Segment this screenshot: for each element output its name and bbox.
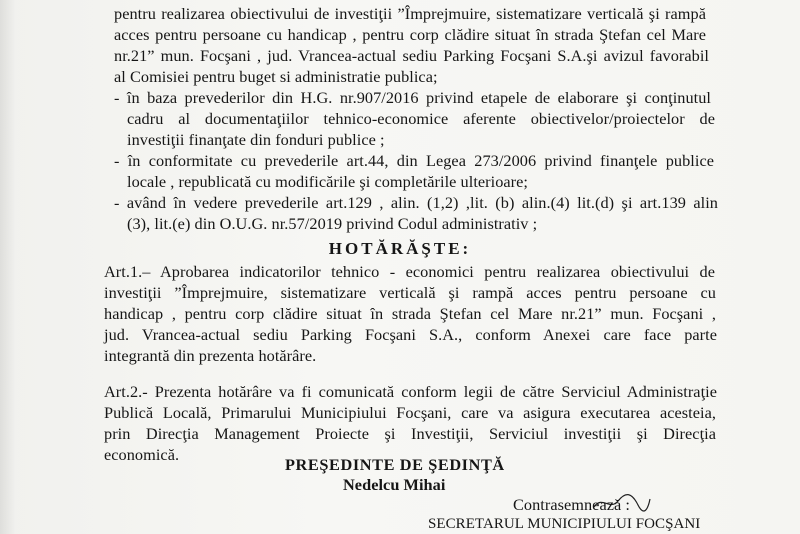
art1-line: investiţii ”Împrejmuire, sistematizare verticală şi rampă acces pentru persoane cu <box>104 283 716 302</box>
preamble-line: al Comisiei pentru buget si administratie publica; <box>114 67 438 86</box>
chairman-name: Nedelcu Mihai <box>343 475 446 494</box>
preamble-line: investiţii finanţate din fonduri publice ; <box>127 130 385 149</box>
preamble-line: - având în vedere prevederile art.129 , alin. (1,2) ,lit. (b) alin.(4) lit.(d) şi art.139 alin <box>114 193 718 212</box>
preamble-line: cadru al documentaţiilor tehnico-economice aferente obiectivelor/proiectelor de <box>127 109 715 128</box>
preamble-line: - în baza prevederilor din H.G. nr.907/2016 privind etapele de elaborare şi conţinutul <box>114 88 711 107</box>
secretary-title: SECRETARUL MUNICIPIULUI FOCŞANI <box>428 516 701 532</box>
preamble-line: acces pentru persoane cu handicap , pentru corp clădire situat în strada Ştefan cel Mare <box>114 25 706 44</box>
art1-line: Art.1.– Aprobarea indicatorilor tehnico - economici pentru realizarea obiectivului de <box>104 262 715 281</box>
art1-line: jud. Vrancea-actual sediu Parking Focşani S.A., conform Anexei care face parte <box>104 325 717 344</box>
art1-line: handicap , pentru corp clădire situat în strada Ştefan cel Mare nr.21” mun. Focşani , <box>104 304 716 323</box>
art2-line: Art.2.- Prezenta hotărâre va fi comunicată conform legii de către Serviciul Administraţie <box>104 382 717 401</box>
chairman-title: PREŞEDINTE DE ŞEDINŢĂ <box>285 455 505 474</box>
decision-heading: HOTĂRĂŞTE: <box>328 239 472 258</box>
art2-line: economică. <box>104 445 180 464</box>
art2-line: Publică Locală, Primarului Municipiului Focşani, care va asigura executarea acesteia, <box>104 403 716 422</box>
art1-line: integrantă din prezenta hotărâre. <box>104 346 317 365</box>
page-edge-shadow <box>0 0 16 534</box>
preamble-line: - în conformitate cu prevederile art.44, din Legea 273/2006 privind finanţele publice <box>114 151 714 170</box>
art2-line: prin Direcţia Management Proiecte şi Investiţii, Serviciul investiţii şi Direcţia <box>104 424 716 443</box>
preamble-line: pentru realizarea obiectivului de investiţii ”Împrejmuire, sistematizare verticală şi rampă <box>114 4 706 23</box>
countersign-label: Contrasemnează : <box>513 495 630 514</box>
preamble-line: (3), lit.(e) din O.U.G. nr.57/2019 privind Codul administrativ ; <box>127 214 538 233</box>
preamble-line: nr.21” mun. Focşani , jud. Vrancea-actual sediu Parking Focşani S.A.şi avizul favorabil <box>114 46 709 65</box>
preamble-line: locale , republicată cu modificările şi completările ulterioare; <box>127 172 529 191</box>
